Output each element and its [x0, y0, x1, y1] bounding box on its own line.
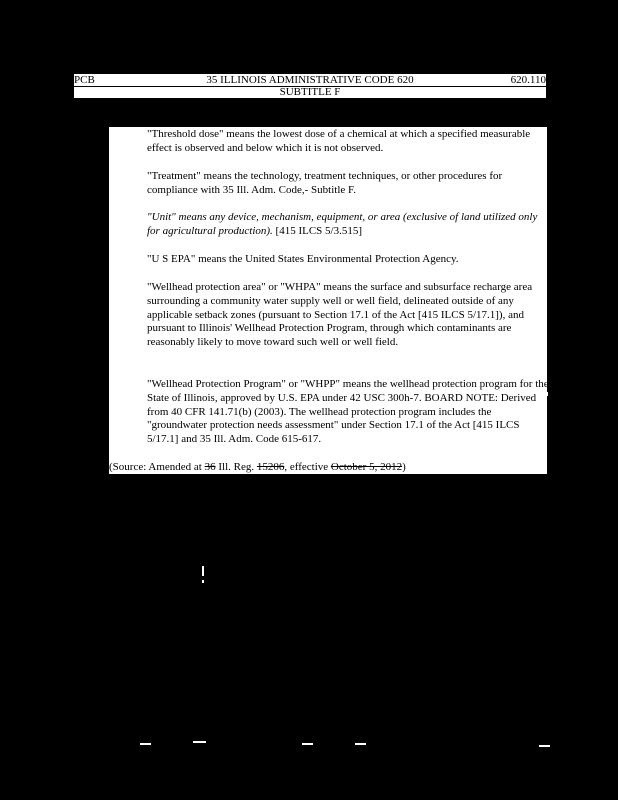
definition-whpa: "Wellhead protection area" or "WHPA" means the surface and subsurface recharge area surrounding a community water supply well or well field, delineated outside of any applicable setback zones (pursuant to Section 17.1 of the Act [415 ILCS 5/17.1]), and pursuant to Illinois' Wellhead Protection Program, through which contaminants are reasonably likely to move toward such well or well field. [147, 281, 533, 349]
source-effective-label: , effective [284, 461, 331, 473]
document-page [109, 127, 547, 474]
scan-artifact [202, 566, 204, 576]
definition-unit-statutory-text: "Unit" means any device, mechanism, equipment, or area (exclusive of land utilized only for agricultural production). [147, 211, 538, 237]
source-note [109, 461, 547, 474]
header-agency: PCB [74, 74, 95, 86]
source-suffix: ) [402, 461, 406, 473]
page-header [74, 74, 546, 98]
header-title: 35 ILLINOIS ADMINISTRATIVE CODE 620 [206, 74, 414, 86]
source-register-label: Ill. Reg. [215, 461, 257, 473]
scan-artifact [546, 392, 548, 396]
scan-artifact [193, 741, 206, 743]
definition-treatment: "Treatment" means the technology, treatment techniques, or other procedures for compliance with 35 Ill. Adm. Code,- Subtitle F. [147, 170, 503, 196]
definition-threshold-dose: "Threshold dose" means the lowest dose of a chemical at which a specified measurable effect is observed and below which it is not observed. [147, 128, 531, 154]
definition-unit [147, 211, 547, 239]
source-volume: 36 [204, 461, 216, 473]
source-page: 15206 [256, 461, 285, 473]
definition-us-epa: "U S EPA" means the United States Environmental Protection Agency. [147, 253, 459, 265]
source-prefix: (Source: Amended at [109, 461, 205, 473]
scan-artifact [140, 743, 151, 745]
scan-artifact [355, 743, 366, 745]
scan-artifact [302, 743, 313, 745]
source-effective-date: October 5, 2012 [330, 461, 403, 473]
header-subtitle: SUBTITLE F [279, 86, 341, 98]
header-section-number: 620.110 [510, 74, 546, 86]
definition-unit-citation: [415 ILCS 5/3.515] [272, 224, 363, 237]
scan-artifact [202, 580, 204, 583]
scan-artifact [539, 745, 550, 747]
definition-whpp: "Wellhead Protection Program" or "WHPP" means the wellhead protection program for the State of Illinois, approved by U.S. EPA under 42 USC 300h-7. BOARD NOTE: Derived from 40 CFR 141.71(b) (2003). The wellhead protection program includes the "groundwater protection needs assessment" under Section 17.1 of the Act [415 ILCS 5/17.1] and 35 Ill. Adm. Code 615-617. [147, 378, 549, 446]
